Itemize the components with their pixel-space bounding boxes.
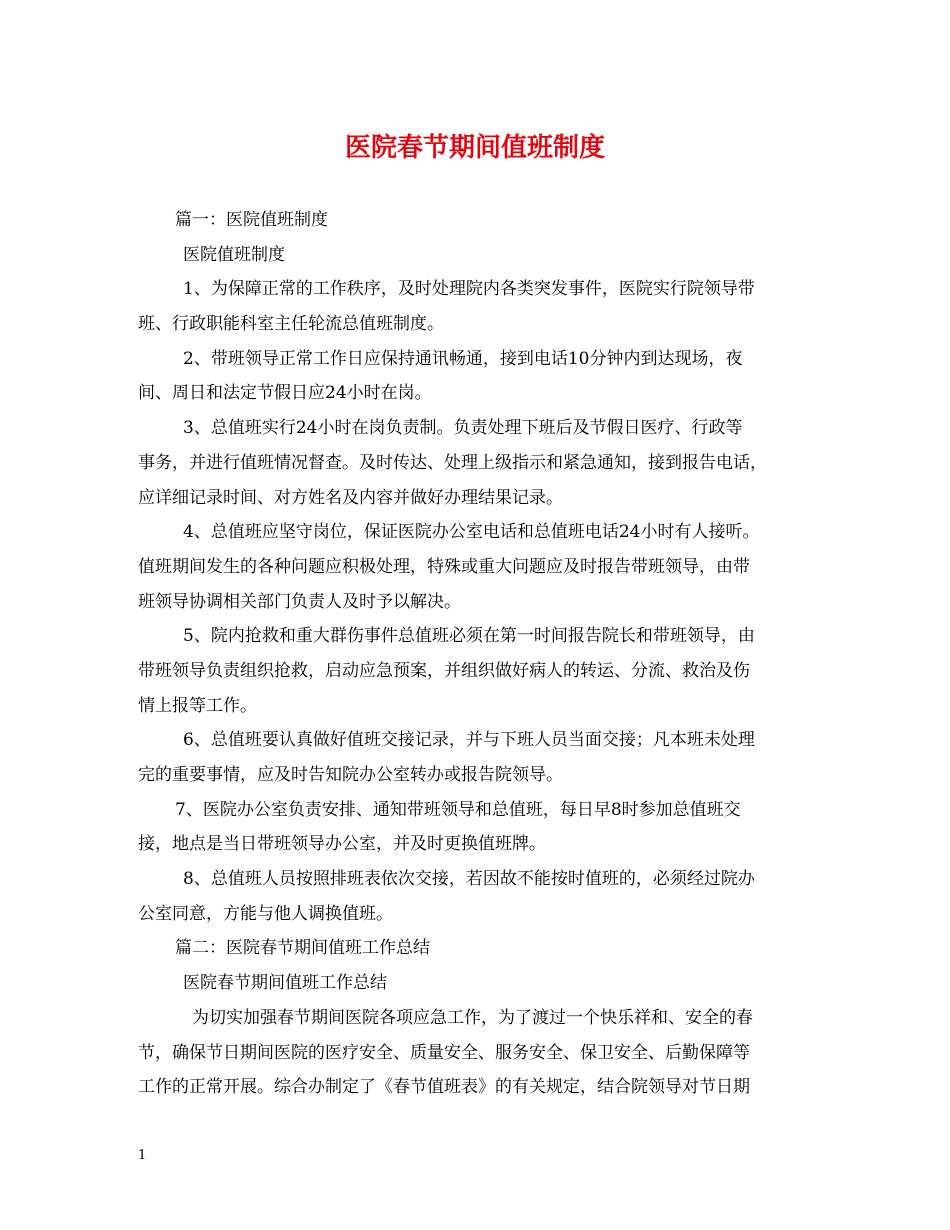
paragraph-line: 6、总值班要认真做好值班交接记录，并与下班人员当面交接；凡本班未处理 bbox=[183, 730, 755, 751]
paragraph-line: 班领导协调相关部门负责人及时予以解决。 bbox=[138, 591, 461, 612]
paragraph-line: 应详细记录时间、对方姓名及内容并做好办理结果记录。 bbox=[138, 487, 563, 508]
section-subheading: 医院值班制度 bbox=[183, 244, 285, 265]
paragraph-line: 为切实加强春节期间医院各项应急工作，为了渡过一个快乐祥和、安全的春 bbox=[192, 1007, 753, 1028]
paragraph-line: 间、周日和法定节假日应24小时在岗。 bbox=[138, 383, 432, 404]
paragraph-line: 2、带班领导正常工作日应保持通讯畅通，接到电话10分钟内到达现场，夜 bbox=[183, 348, 743, 369]
paragraph-line: 4、总值班应坚守岗位，保证医院办公室电话和总值班电话24小时有人接听。 bbox=[183, 522, 760, 543]
paragraph-line: 公室同意，方能与他人调换值班。 bbox=[138, 903, 393, 924]
paragraph-line: 值班期间发生的各种问题应积极处理，特殊或重大问题应及时报告带班领导，由带 bbox=[138, 556, 750, 577]
paragraph-line: 带班领导负责组织抢救，启动应急预案，并组织做好病人的转运、分流、救治及伤 bbox=[138, 660, 750, 681]
document-body bbox=[138, 203, 818, 1105]
paragraph-line: 3、总值班实行24小时在岗负责制。负责处理下班后及节假日医疗、行政等 bbox=[183, 418, 743, 439]
paragraph-line: 节，确保节日期间医院的医疗安全、质量安全、服务安全、保卫安全、后勤保障等 bbox=[138, 1042, 750, 1063]
paragraph-line: 工作的正常开展。综合办制定了《春节值班表》的有关规定，结合院领导对节日期 bbox=[138, 1077, 750, 1098]
page-number: 1 bbox=[138, 1148, 147, 1163]
section-subheading: 医院春节期间值班工作总结 bbox=[183, 973, 387, 994]
paragraph-line: 完的重要事情，应及时告知院办公室转办或报告院领导。 bbox=[138, 765, 563, 785]
paragraph-line: 事务，并进行值班情况督查。及时传达、处理上级指示和紧急通知，接到报告电话， bbox=[138, 452, 767, 473]
section-heading: 篇一：医院值班制度 bbox=[175, 210, 328, 230]
paragraph-line: 8、总值班人员按照排班表依次交接，若因故不能按时值班的，必须经过院办 bbox=[183, 869, 755, 890]
document-title: 医院春节期间值班制度 bbox=[344, 133, 605, 163]
section-heading: 篇二：医院春节期间值班工作总结 bbox=[175, 938, 430, 959]
paragraph-line: 班、行政职能科室主任轮流总值班制度。 bbox=[138, 314, 444, 335]
paragraph-line: 接，地点是当日带班领导办公室，并及时更换值班牌。 bbox=[138, 834, 546, 855]
paragraph-line: 5、院内抢救和重大群伤事件总值班必须在第一时间报告院长和带班领导，由 bbox=[183, 626, 755, 647]
paragraph-line: 7、医院办公室负责安排、通知带班领导和总值班，每日早8时参加总值班交 bbox=[175, 799, 741, 820]
paragraph-line: 1、为保障正常的工作秩序，及时处理院内各类突发事件，医院实行院领导带 bbox=[183, 279, 755, 300]
paragraph-line: 情上报等工作。 bbox=[138, 695, 257, 716]
